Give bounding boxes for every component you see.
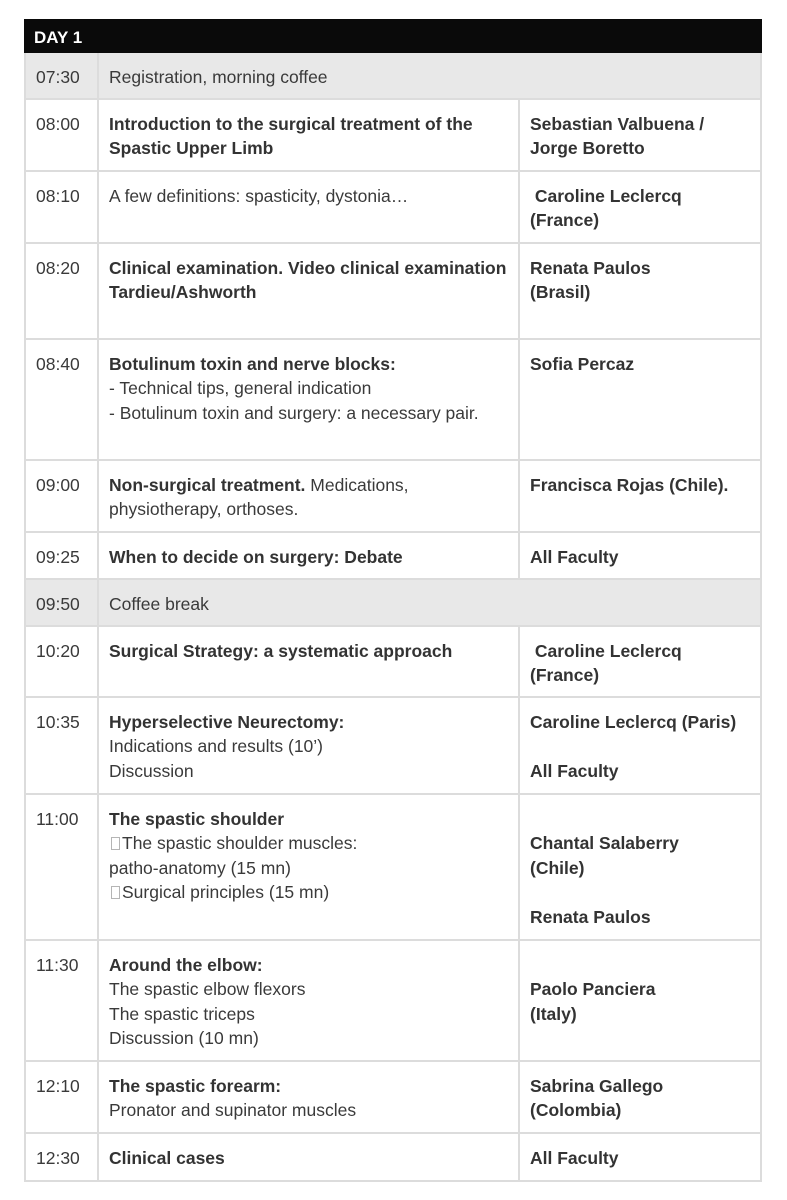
- session-cell: Registration, morning coffee: [98, 52, 761, 99]
- session-cell: A few definitions: spasticity, dystonia…: [98, 171, 519, 243]
- time-cell: 11:00: [25, 794, 98, 940]
- session-line: Indications and results (10’): [109, 736, 323, 756]
- table-row: [25, 99, 761, 171]
- session-text: Medications, physiotherapy, orthoses.: [109, 474, 414, 519]
- time-cell: 07:30: [25, 52, 98, 99]
- table-row: [25, 243, 761, 339]
- session-line-text: The spastic shoulder muscles:: [122, 833, 358, 853]
- session-line: The spastic elbow flexors: [109, 979, 306, 999]
- time-cell: 11:30: [25, 940, 98, 1061]
- time-cell: 12:10: [25, 1061, 98, 1133]
- session-line: - Technical tips, general indication: [109, 378, 372, 398]
- speaker-country: (Italy): [530, 1003, 577, 1024]
- session-title: Introduction to the surgical treatment of the Spastic Upper Limb: [98, 99, 519, 171]
- speaker-spacer: [530, 734, 750, 759]
- session-title: Clinical cases: [98, 1133, 519, 1181]
- day-header-row: [25, 20, 761, 52]
- session-title: Around the elbow:: [109, 954, 263, 975]
- session-title: The spastic forearm:: [109, 1075, 282, 1096]
- speaker-name: Paolo Panciera: [530, 979, 656, 999]
- session-cell: [98, 339, 519, 460]
- day-1-program-table: [24, 19, 762, 1182]
- time-cell: 10:35: [25, 697, 98, 794]
- table-row: [25, 697, 761, 794]
- time-cell: 10:20: [25, 626, 98, 697]
- checkbox-glyph-icon: [111, 886, 120, 899]
- session-line: [109, 831, 508, 856]
- time-cell: 08:00: [25, 99, 98, 171]
- session-cell: [98, 243, 519, 339]
- day-label: DAY 1: [25, 20, 761, 52]
- speaker-cell: [519, 1061, 761, 1133]
- session-title: Botulinum toxin and nerve blocks:: [109, 353, 396, 374]
- time-cell: 08:20: [25, 243, 98, 339]
- speaker-country: (Brasil): [530, 282, 591, 302]
- table-row: [25, 579, 761, 626]
- speaker-cell: Francisca Rojas (Chile).: [519, 460, 761, 532]
- session-line: patho-anatomy (15 mn): [109, 857, 291, 878]
- checkbox-glyph-icon: [111, 837, 120, 850]
- session-line: - Botulinum toxin and surgery: a necessary pair.: [109, 402, 479, 423]
- speaker-name: Renata Paulos: [530, 257, 651, 278]
- speaker-name: All Faculty: [530, 760, 619, 781]
- speaker-cell: Sofia Percaz: [519, 339, 761, 460]
- session-cell: [98, 940, 519, 1061]
- session-cell: [98, 1061, 519, 1133]
- session-cell: [98, 794, 519, 940]
- session-line: The spastic triceps: [109, 1003, 255, 1024]
- time-cell: 08:40: [25, 339, 98, 460]
- session-title: When to decide on surgery: Debate: [98, 532, 519, 579]
- table-row: [25, 339, 761, 460]
- speaker-cell: [519, 243, 761, 339]
- speaker-cell: All Faculty: [519, 532, 761, 579]
- speaker-country: (Chile): [530, 857, 585, 878]
- time-cell: 09:50: [25, 579, 98, 626]
- table-row: [25, 532, 761, 579]
- session-subtitle: Tardieu/Ashworth: [109, 282, 257, 302]
- time-cell: 08:10: [25, 171, 98, 243]
- table-row: [25, 1133, 761, 1181]
- time-cell: 09:00: [25, 460, 98, 532]
- table-row: [25, 171, 761, 243]
- session-line: Discussion: [109, 760, 194, 781]
- session-cell: [98, 460, 519, 532]
- session-title: Clinical examination. Video clinical examination: [109, 257, 507, 278]
- session-cell: [98, 697, 519, 794]
- session-title: The spastic shoulder: [109, 808, 285, 829]
- session-title: Surgical Strategy: a systematic approach: [98, 626, 519, 697]
- speaker-spacer: [530, 807, 750, 832]
- table-row: [25, 794, 761, 940]
- table-row: [25, 1061, 761, 1133]
- speaker-country: (Colombia): [530, 1100, 622, 1120]
- speaker-cell: [519, 794, 761, 940]
- table-row: [25, 460, 761, 532]
- table-row: [25, 626, 761, 697]
- speaker-cell: All Faculty: [519, 1133, 761, 1181]
- session-title: Non-surgical treatment.: [109, 474, 306, 495]
- session-line: Discussion (10 mn): [109, 1028, 259, 1048]
- session-cell: Coffee break: [98, 579, 761, 626]
- speaker-cell: Caroline Leclercq (France): [519, 171, 761, 243]
- session-line: Pronator and supinator muscles: [109, 1100, 357, 1120]
- table-row: [25, 52, 761, 99]
- session-line-text: Surgical principles (15 mn): [122, 882, 330, 902]
- speaker-spacer: [530, 880, 750, 905]
- speaker-cell: Caroline Leclercq (France): [519, 626, 761, 697]
- speaker-name: Caroline Leclercq (Paris): [530, 711, 737, 732]
- speaker-cell: [519, 940, 761, 1061]
- speaker-spacer: [530, 953, 750, 978]
- speaker-name: Renata Paulos: [530, 906, 651, 927]
- session-title: Hyperselective Neurectomy:: [109, 711, 345, 732]
- speaker-cell: [519, 697, 761, 794]
- speaker-cell: Sebastian Valbuena / Jorge Boretto: [519, 99, 761, 171]
- time-cell: 12:30: [25, 1133, 98, 1181]
- speaker-name: Sabrina Gallego: [530, 1075, 664, 1096]
- session-line: [109, 880, 508, 905]
- program-table-wrapper: [24, 19, 760, 1182]
- speaker-name: Chantal Salaberry: [530, 833, 679, 853]
- table-row: [25, 940, 761, 1061]
- time-cell: 09:25: [25, 532, 98, 579]
